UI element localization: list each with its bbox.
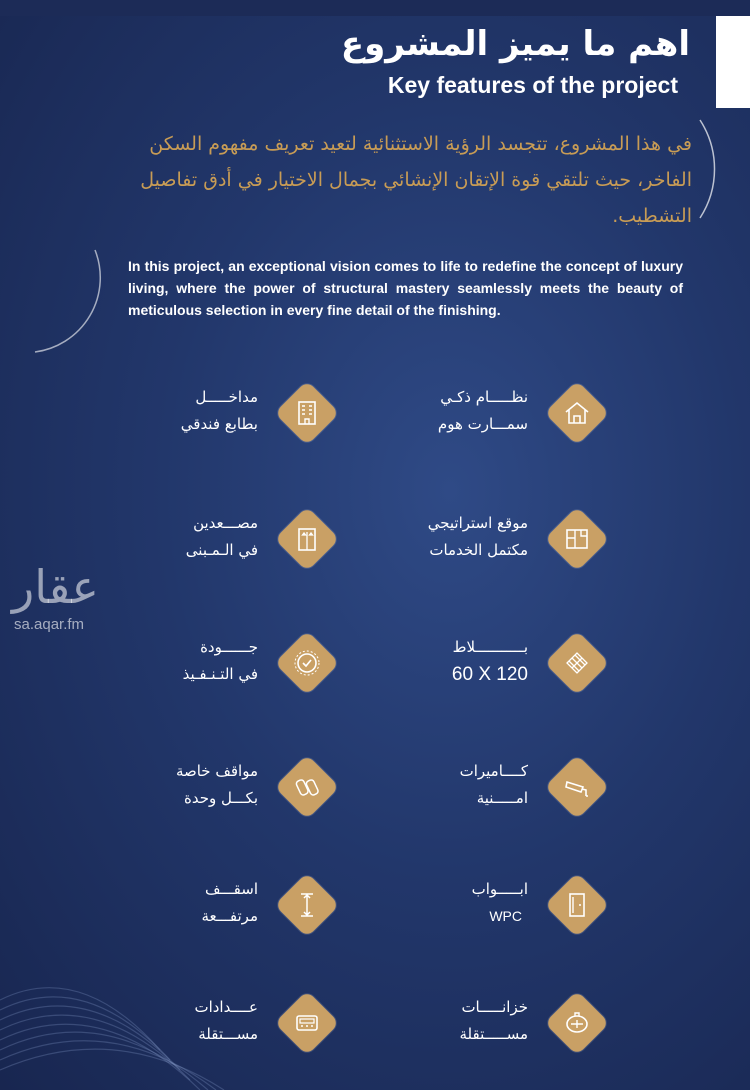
feature-label: نظـــــام ذكـي: [440, 388, 528, 406]
corner-white-block: [716, 16, 750, 108]
feature-label: اسقـــف: [204, 880, 258, 898]
feature-tanks: [382, 988, 612, 1058]
watermark-logo: عقار: [12, 560, 99, 614]
feature-label: جــــــودة: [200, 638, 258, 656]
feature-sublabel: بكـــل وحدة: [183, 789, 258, 807]
feature-smart-home: [382, 378, 612, 448]
feature-sublabel: امـــــنية: [476, 789, 528, 807]
feature-label: ابـــــواب: [471, 880, 528, 898]
car-icon: [291, 771, 323, 803]
feature-sublabel: في الـمـبنى: [185, 541, 258, 559]
feature-label: خزانـــــات: [461, 998, 528, 1016]
feature-label: بـــــــــــلاط: [452, 638, 528, 656]
feature-label: مصـــعدين: [193, 514, 258, 532]
watermark-url: sa.aqar.fm: [14, 616, 85, 633]
feature-tiles: [382, 628, 612, 698]
feature-doors: [382, 870, 612, 940]
feature-parking: [112, 752, 342, 822]
feature-label: موقع استراتيجي: [427, 514, 528, 532]
feature-meters: [112, 988, 342, 1058]
elevator-icon: [291, 523, 323, 555]
feature-sublabel: مرتفـــعة: [201, 907, 258, 925]
page-title-en: Key features of the project: [387, 72, 678, 98]
feature-label: عــــدادات: [194, 998, 258, 1016]
map-icon: [561, 523, 593, 555]
feature-cameras: [382, 752, 612, 822]
meter-icon: [291, 1007, 323, 1039]
feature-sublabel: سمـــارت هوم: [437, 415, 528, 433]
feature-elevators: [112, 504, 342, 574]
feature-location: [382, 504, 612, 574]
door-icon: [561, 889, 593, 921]
house-icon: [561, 397, 593, 429]
building-icon: [291, 397, 323, 429]
description-ar: في هذا المشروع، تتجسد الرؤية الاستثنائية لتعيد تعريف مفهوم السكن الفاخر، حيث تلتقي قوة الإتقان الإنشائي بجمال الاختيار في أدق تفاصيل التشطيب.: [140, 133, 692, 227]
feature-ceilings: [112, 870, 342, 940]
feature-label: كــــاميرات: [459, 762, 528, 780]
feature-label: مداخـــــل: [195, 388, 258, 406]
description-en: In this project, an exceptional vision comes to life to redefine the concept of luxury living, where the power of structural mastery seamlessly meets the beauty of meticulous selection in every fine detail of the finishing.: [128, 258, 683, 318]
top-strip: [0, 0, 750, 16]
feature-sublabel: مكتمل الخدمات: [429, 541, 528, 559]
feature-sublabel: في التـنـفـيذ: [182, 665, 258, 683]
feature-sublabel: مســـتقلة: [198, 1025, 258, 1043]
tile-icon: [561, 647, 593, 679]
feature-label: مواقف خاصة: [175, 762, 258, 780]
feature-hotel-entrances: [112, 378, 342, 448]
ceiling-height-icon: [291, 889, 323, 921]
camera-icon: [561, 771, 593, 803]
page-title-ar: اهم ما يميز المشروع: [340, 24, 690, 64]
water-tank-icon: [561, 1007, 593, 1039]
feature-quality: [112, 628, 342, 698]
feature-sublabel: بطابع فندقي: [180, 415, 258, 433]
feature-sublabel: مســـــتقلة: [459, 1025, 528, 1043]
feature-sublabel: 60 X 120: [451, 664, 528, 685]
feature-sublabel: WPC: [489, 908, 522, 924]
quality-badge-icon: [291, 647, 323, 679]
